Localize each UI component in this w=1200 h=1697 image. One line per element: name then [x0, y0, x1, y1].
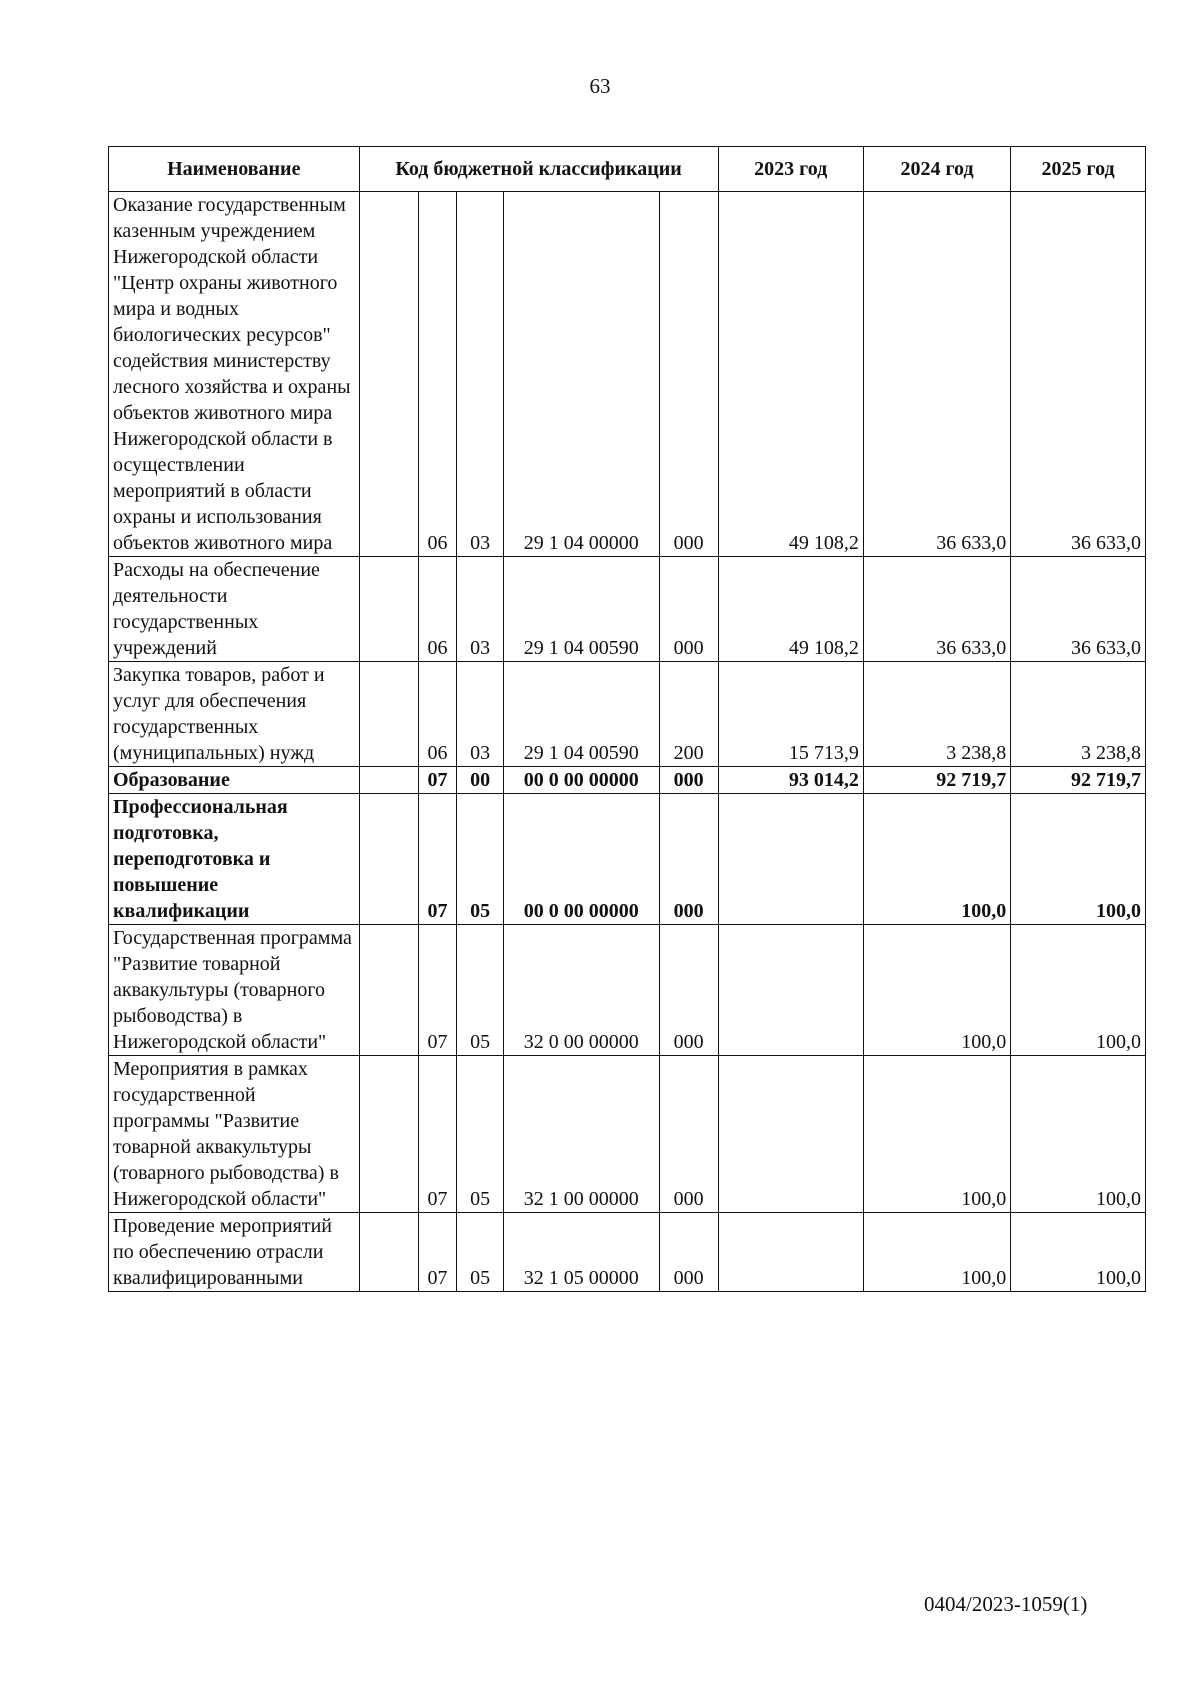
row-section-code: 07 [418, 1213, 457, 1292]
row-name: Государственная программа "Развитие товарной аквакультуры (товарного рыбоводства) в Нижегородской области" [109, 925, 360, 1056]
row-amount-2023: 93 014,2 [718, 767, 863, 794]
row-subsection-code: 05 [457, 925, 503, 1056]
row-expense-type-code: 000 [659, 1056, 718, 1213]
row-amount-2023 [718, 925, 863, 1056]
row-amount-2023 [718, 794, 863, 925]
table-row [109, 794, 1146, 925]
header-2025: 2025 год [1011, 147, 1146, 192]
row-name: Расходы на обеспечение деятельности государственных учреждений [109, 557, 360, 662]
row-subsection-code: 05 [457, 1056, 503, 1213]
row-target-article-code: 29 1 04 00590 [503, 557, 659, 662]
budget-table [108, 146, 1146, 1292]
table-body [109, 192, 1146, 1292]
row-spacer [359, 557, 418, 662]
row-expense-type-code: 200 [659, 662, 718, 767]
row-amount-2025: 100,0 [1011, 794, 1146, 925]
row-section-code: 07 [418, 1056, 457, 1213]
row-spacer [359, 925, 418, 1056]
row-name: Оказание государственным казенным учреждением Нижегородской области "Центр охраны животного мира и водных биологических ресурсов" содействия министерству лесного хозяйства и охраны объектов животного мира Нижегородской области в осуществлении мероприятий в области охраны и использования объектов животного мира [109, 192, 360, 557]
row-amount-2024: 100,0 [863, 794, 1010, 925]
page-number: 63 [589, 74, 611, 98]
row-section-code: 06 [418, 662, 457, 767]
row-target-article-code: 29 1 04 00000 [503, 192, 659, 557]
row-amount-2024: 100,0 [863, 1056, 1010, 1213]
row-section-code: 06 [418, 557, 457, 662]
row-subsection-code: 00 [457, 767, 503, 794]
row-expense-type-code: 000 [659, 557, 718, 662]
row-amount-2025: 92 719,7 [1011, 767, 1146, 794]
row-target-article-code: 32 1 05 00000 [503, 1213, 659, 1292]
row-amount-2025: 36 633,0 [1011, 192, 1146, 557]
row-subsection-code: 05 [457, 794, 503, 925]
row-amount-2024: 92 719,7 [863, 767, 1010, 794]
row-target-article-code: 32 0 00 00000 [503, 925, 659, 1056]
row-spacer [359, 192, 418, 557]
row-amount-2025: 100,0 [1011, 925, 1146, 1056]
row-spacer [359, 1213, 418, 1292]
row-amount-2024: 100,0 [863, 1213, 1010, 1292]
header-name: Наименование [109, 147, 360, 192]
header-2024: 2024 год [863, 147, 1010, 192]
row-spacer [359, 1056, 418, 1213]
row-section-code: 07 [418, 794, 457, 925]
row-target-article-code: 29 1 04 00590 [503, 662, 659, 767]
row-subsection-code: 03 [457, 192, 503, 557]
row-section-code: 07 [418, 925, 457, 1056]
row-amount-2023 [718, 1213, 863, 1292]
table-row [109, 925, 1146, 1056]
row-amount-2024: 3 238,8 [863, 662, 1010, 767]
row-expense-type-code: 000 [659, 925, 718, 1056]
row-amount-2023 [718, 1056, 863, 1213]
row-name: Проведение мероприятий по обеспечению отрасли квалифицированными [109, 1213, 360, 1292]
row-amount-2025: 100,0 [1011, 1213, 1146, 1292]
row-amount-2024: 36 633,0 [863, 192, 1010, 557]
table-row [109, 767, 1146, 794]
row-name: Мероприятия в рамках государственной программы "Развитие товарной аквакультуры (товарного рыбоводства) в Нижегородской области" [109, 1056, 360, 1213]
row-subsection-code: 05 [457, 1213, 503, 1292]
row-name: Закупка товаров, работ и услуг для обеспечения государственных (муниципальных) нужд [109, 662, 360, 767]
row-spacer [359, 662, 418, 767]
row-amount-2025: 100,0 [1011, 1056, 1146, 1213]
row-spacer [359, 794, 418, 925]
table-row [109, 1213, 1146, 1292]
header-2023: 2023 год [718, 147, 863, 192]
header-code: Код бюджетной классификации [359, 147, 718, 192]
row-amount-2023: 15 713,9 [718, 662, 863, 767]
row-subsection-code: 03 [457, 662, 503, 767]
row-amount-2024: 100,0 [863, 925, 1010, 1056]
row-name: Профессиональная подготовка, переподготовка и повышение квалификации [109, 794, 360, 925]
row-section-code: 07 [418, 767, 457, 794]
row-spacer [359, 767, 418, 794]
row-amount-2025: 3 238,8 [1011, 662, 1146, 767]
row-amount-2024: 36 633,0 [863, 557, 1010, 662]
row-target-article-code: 00 0 00 00000 [503, 794, 659, 925]
row-expense-type-code: 000 [659, 794, 718, 925]
row-amount-2023: 49 108,2 [718, 192, 863, 557]
row-expense-type-code: 000 [659, 767, 718, 794]
row-name: Образование [109, 767, 360, 794]
table-header-row [109, 147, 1146, 192]
table-row [109, 1056, 1146, 1213]
row-subsection-code: 03 [457, 557, 503, 662]
row-expense-type-code: 000 [659, 1213, 718, 1292]
row-target-article-code: 32 1 00 00000 [503, 1056, 659, 1213]
row-amount-2023: 49 108,2 [718, 557, 863, 662]
table-row [109, 192, 1146, 557]
row-section-code: 06 [418, 192, 457, 557]
row-expense-type-code: 000 [659, 192, 718, 557]
table-row [109, 557, 1146, 662]
row-amount-2025: 36 633,0 [1011, 557, 1146, 662]
table-row [109, 662, 1146, 767]
row-target-article-code: 00 0 00 00000 [503, 767, 659, 794]
document-number: 0404/2023-1059(1) [924, 1592, 1088, 1616]
